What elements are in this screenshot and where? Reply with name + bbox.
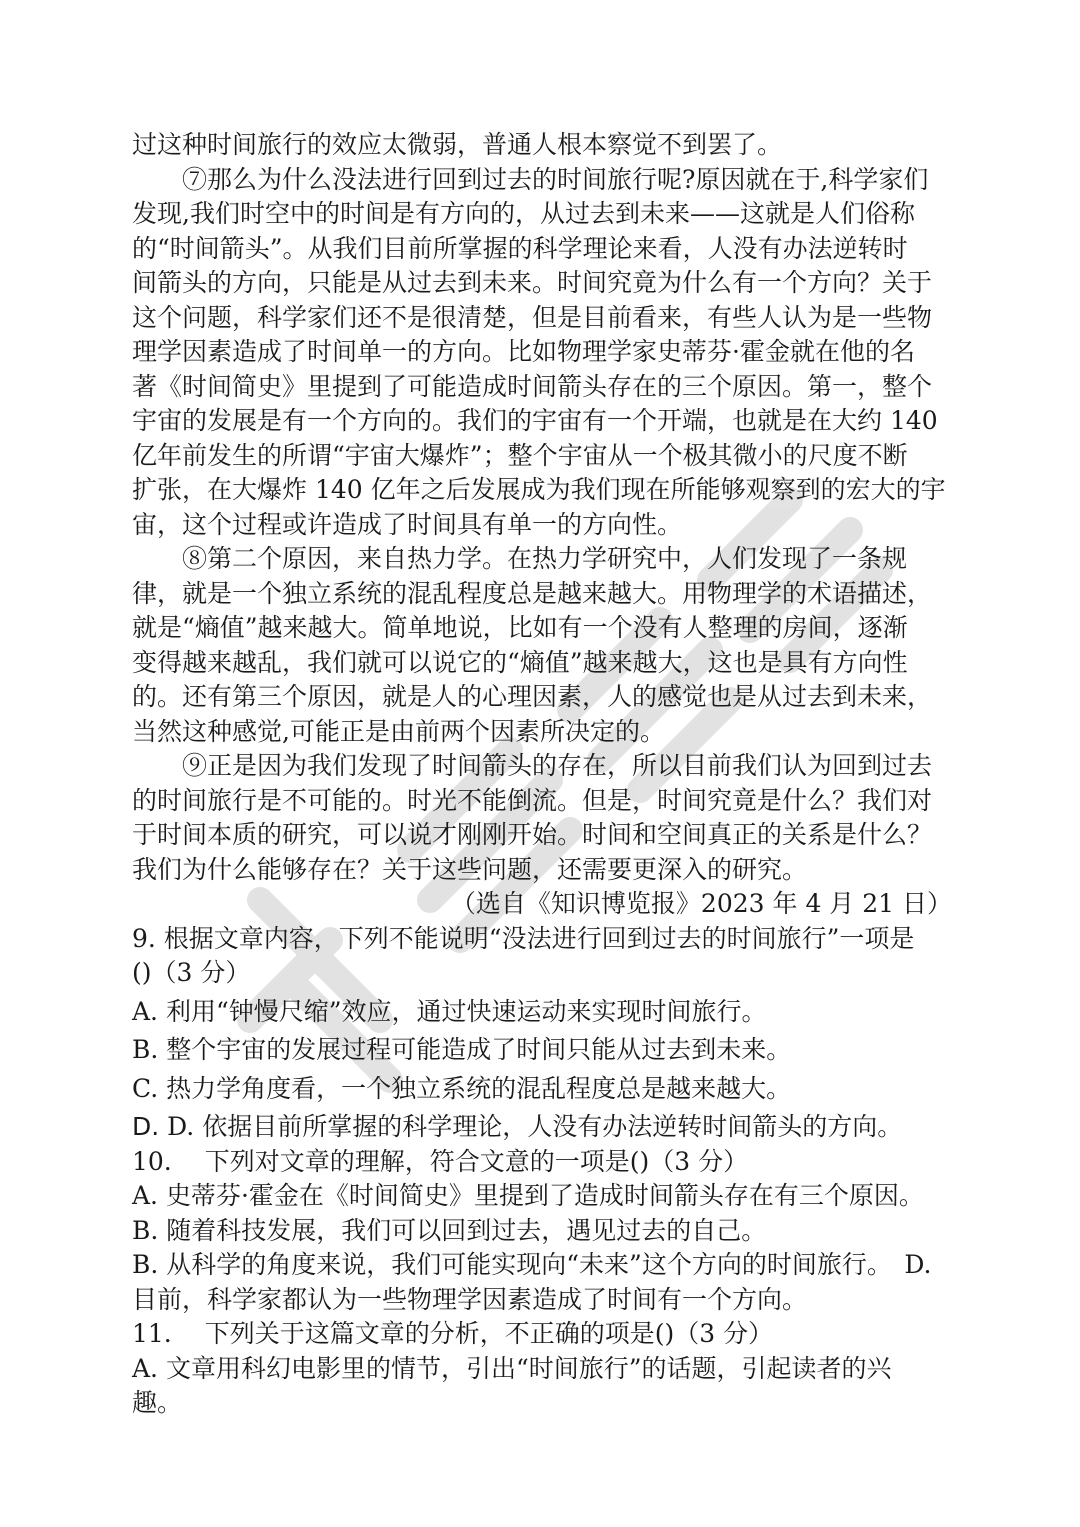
- paragraph-line: 于时间本质的研究，可以说才刚刚开始。时间和空间真正的关系是什么？: [132, 820, 933, 849]
- paragraph-line: 这个问题，科学家们还不是很清楚，但是目前看来，有些人认为是一些物: [132, 302, 933, 332]
- paragraph-line: 发现,我们时空中的时间是有方向的，从过去到未来——这就是人们俗称: [132, 199, 915, 228]
- option-a: A. 史蒂芬·霍金在《时间简史》里提到了造成时间箭头存在有三个原因。: [132, 1181, 924, 1210]
- question-stem: 10. 下列对文章的理解，符合文意的一项是()（3 分）: [132, 1146, 749, 1176]
- option-a: A. 文章用科幻电影里的情节，引出“时间旅行”的话题，引起读者的兴: [132, 1353, 892, 1383]
- paragraph-line: 律，就是一个独立系统的混乱程度总是越来越大。用物理学的术语描述，: [132, 578, 933, 608]
- document-body: [132, 128, 952, 1421]
- paragraph-line: 就是“熵值”越来越大。简单地说，比如有一个没有人整理的房间，逐渐: [132, 613, 908, 642]
- question-stem: ()（3 分）: [132, 958, 251, 987]
- option-d-text: D. 依据目前所掌握的科学理论，人没有办法逆转时间箭头的方向。: [159, 1112, 903, 1141]
- paragraph-7: [132, 163, 952, 543]
- paragraph-line: 的“时间箭头”。从我们目前所掌握的科学理论来看，人没有办法逆转时: [132, 233, 908, 263]
- paragraph-line: 当然这种感觉,可能正是由前两个因素所决定的。: [132, 716, 665, 746]
- paragraph-line: 扩张，在大爆炸 140 亿年之后发展成为我们现在所能够观察到的宏大的宇: [132, 475, 946, 504]
- paragraph-line: 宙，这个过程或许造成了时间具有单一的方向性。: [132, 509, 683, 539]
- option-c: C. 热力学角度看，一个独立系统的混乱程度总是越来越大。: [132, 1073, 792, 1103]
- question-9: [132, 922, 952, 1145]
- option-a: A. 利用“钟慢尺缩”效应，通过快速运动来实现时间旅行。: [132, 996, 767, 1026]
- source-citation: （选自《知识博览报》2023 年 4 月 21 日）: [450, 889, 952, 918]
- paragraph-6-tail: 过这种时间旅行的效应太微弱，普通人根本察觉不到罢了。: [132, 130, 783, 159]
- option-b: B. 随着科技发展，我们可以回到过去，遇见过去的自己。: [132, 1215, 767, 1245]
- option-c: B. 从科学的角度来说，我们可能实现向“未来”这个方向的时间旅行。 D.: [132, 1250, 932, 1279]
- question-10: [132, 1145, 952, 1318]
- option-b: B. 整个宇宙的发展过程可能造成了时间只能从过去到未来。: [132, 1035, 792, 1064]
- question-stem: 9. 根据文章内容，下列不能说明“没法进行回到过去的时间旅行”一项是: [132, 923, 915, 953]
- paragraph-line: ⑨正是因为我们发现了时间箭头的存在，所以目前我们认为回到过去: [182, 751, 933, 780]
- paragraph-line: 的。还有第三个原因，就是人的心理因素，人的感觉也是从过去到未来，: [132, 682, 933, 711]
- question-11: [132, 1317, 952, 1421]
- question-stem: 11. 下列关于这篇文章的分析，不正确的项是()（3 分）: [132, 1319, 774, 1348]
- paragraph-line: 我们为什么能够存在？关于这些问题，还需要更深入的研究。: [132, 854, 808, 884]
- paragraph-line: 的时间旅行是不可能的。时光不能倒流。但是，时间究竟是什么？我们对: [132, 785, 933, 815]
- paragraph-line: 间箭头的方向，只能是从过去到未来。时间究竟为什么有一个方向？关于: [132, 268, 933, 297]
- paragraph-line: ⑧第二个原因，来自热力学。在热力学研究中，人们发现了一条规: [182, 544, 908, 573]
- paragraph-9: [132, 749, 952, 887]
- paragraph-line: 著《时间简史》里提到了可能造成时间箭头存在的三个原因。第一，整个: [132, 371, 933, 401]
- paragraph-line: 变得越来越乱，我们就可以说它的“熵值”越来越大，这也是具有方向性: [132, 647, 908, 677]
- option-a-continued: 趣。: [132, 1388, 183, 1417]
- paragraph-line: 宇宙的发展是有一个方向的。我们的宇宙有一个开端，也就是在大约 140: [132, 406, 938, 435]
- paragraph-line: 亿年前发生的所谓“宇宙大爆炸”；整个宇宙从一个极其微小的尺度不断: [132, 440, 908, 470]
- option-d: [132, 1110, 952, 1145]
- option-d: 目前，科学家都认为一些物理学因素造成了时间有一个方向。: [132, 1284, 808, 1314]
- option-d-prefix: D.: [132, 1112, 160, 1141]
- paragraph-8: [132, 542, 952, 749]
- paragraph-line: 理学因素造成了时间单一的方向。比如物理学家史蒂芬·霍金就在他的名: [132, 337, 915, 366]
- paragraph-line: ⑦那么为什么没法进行回到过去的时间旅行呢?原因就在于,科学家们: [182, 164, 929, 194]
